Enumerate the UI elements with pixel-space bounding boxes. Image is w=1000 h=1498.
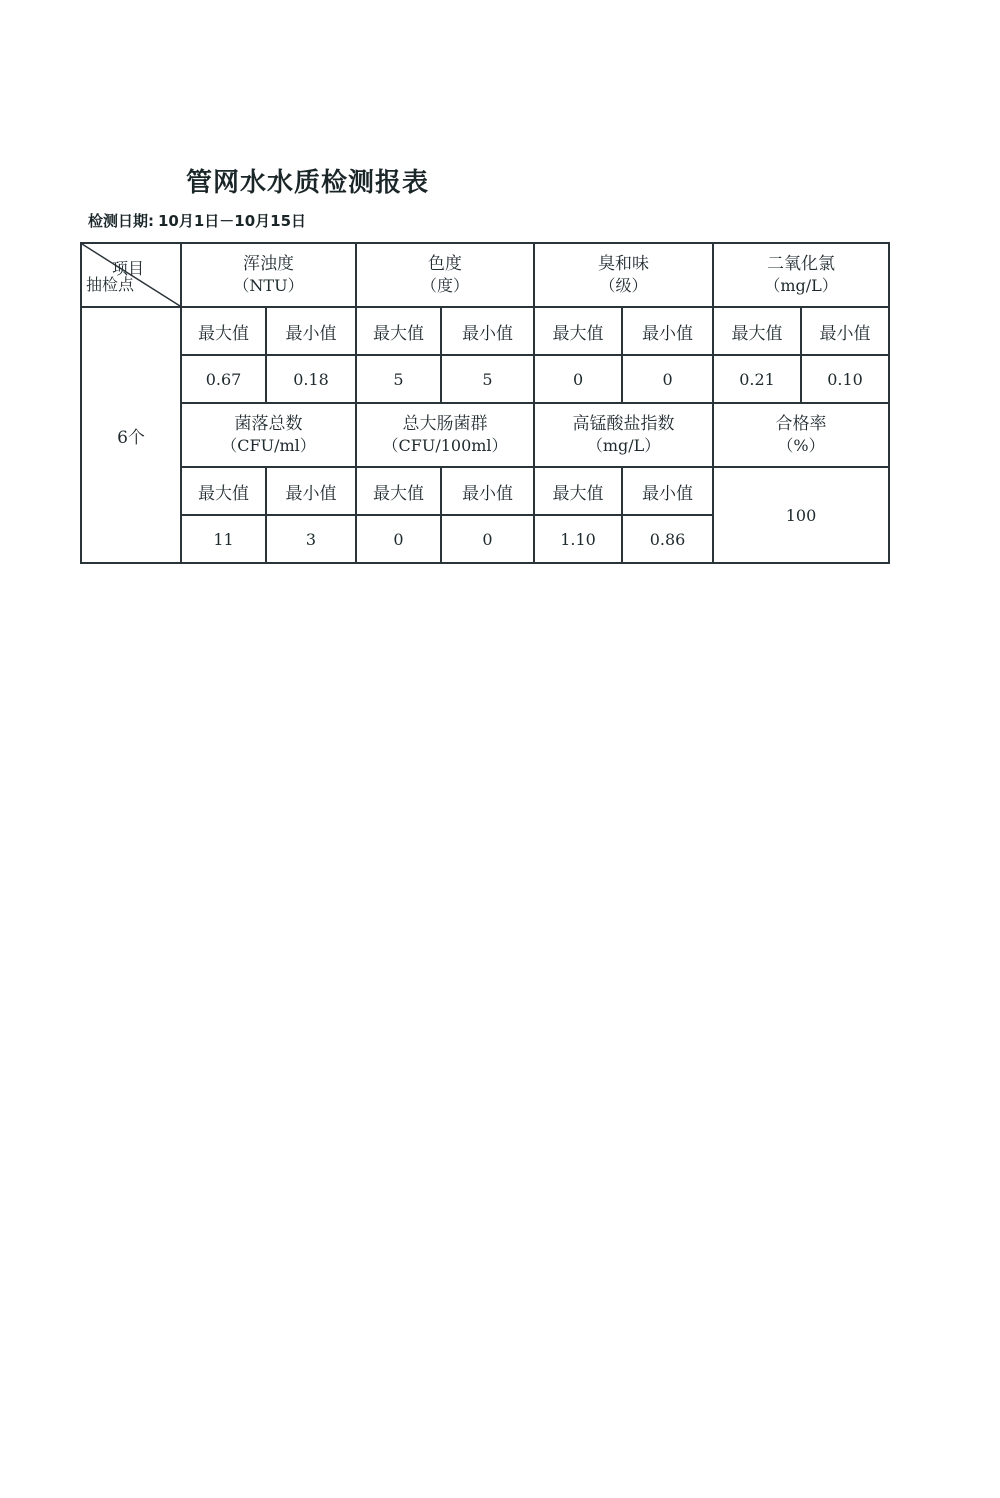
chlorine-dioxide-max: 0.21 xyxy=(713,355,801,403)
permanganate-index-min: 0.86 xyxy=(622,515,713,563)
header-pass-rate xyxy=(713,403,889,467)
header-name: 二氧化氯 xyxy=(767,254,836,274)
colony-count-max: 11 xyxy=(181,515,266,563)
header-odor xyxy=(534,243,713,307)
header-color xyxy=(356,243,534,307)
header-name: 色度 xyxy=(428,254,463,274)
header-name: 合格率 xyxy=(775,414,827,434)
header-colony-count xyxy=(181,403,356,467)
header-unit: （级） xyxy=(599,276,648,295)
min-label: 最小值 xyxy=(266,467,356,515)
corner-site-label: 抽检点 xyxy=(86,275,135,294)
header-permanganate-index xyxy=(534,403,713,467)
header-turbidity xyxy=(181,243,356,307)
min-label: 最小值 xyxy=(441,307,534,355)
chlorine-dioxide-min: 0.10 xyxy=(801,355,889,403)
max-label: 最大值 xyxy=(534,467,622,515)
header-unit: （度） xyxy=(421,276,470,295)
max-label: 最大值 xyxy=(181,467,266,515)
header-name: 总大肠菌群 xyxy=(402,414,488,434)
min-label: 最小值 xyxy=(441,467,534,515)
odor-max: 0 xyxy=(534,355,622,403)
min-label: 最小值 xyxy=(622,467,713,515)
report-title: 管网水水质检测报表 xyxy=(186,168,430,198)
header-unit: （CFU/ml） xyxy=(221,436,316,455)
header-unit: （mg/L） xyxy=(586,436,661,455)
date-value: 10月1日－10月15日 xyxy=(158,212,307,230)
odor-min: 0 xyxy=(622,355,713,403)
header-name: 菌落总数 xyxy=(234,414,303,434)
max-label: 最大值 xyxy=(181,307,266,355)
corner-item-label: 项目 xyxy=(111,259,144,278)
max-label: 最大值 xyxy=(713,307,801,355)
turbidity-min: 0.18 xyxy=(266,355,356,403)
header-total-coliforms xyxy=(356,403,534,467)
header-unit: （%） xyxy=(777,436,825,455)
min-label: 最小值 xyxy=(622,307,713,355)
color-min: 5 xyxy=(441,355,534,403)
max-label: 最大值 xyxy=(356,467,441,515)
turbidity-max: 0.67 xyxy=(181,355,266,403)
pass-rate-value: 100 xyxy=(713,467,889,563)
total-coliforms-max: 0 xyxy=(356,515,441,563)
total-coliforms-min: 0 xyxy=(441,515,534,563)
header-unit: （mg/L） xyxy=(764,276,838,295)
color-max: 5 xyxy=(356,355,441,403)
max-label: 最大值 xyxy=(356,307,441,355)
colony-count-min: 3 xyxy=(266,515,356,563)
site-count: 6个 xyxy=(81,307,181,563)
water-quality-table xyxy=(80,242,890,564)
inspection-date xyxy=(88,210,306,231)
header-chlorine-dioxide xyxy=(713,243,889,307)
date-label: 检测日期: xyxy=(88,212,154,230)
header-name: 高锰酸盐指数 xyxy=(572,414,675,434)
min-label: 最小值 xyxy=(801,307,889,355)
max-label: 最大值 xyxy=(534,307,622,355)
header-name: 浑浊度 xyxy=(243,254,294,274)
min-label: 最小值 xyxy=(266,307,356,355)
corner-header xyxy=(81,243,181,307)
header-name: 臭和味 xyxy=(598,254,650,274)
permanganate-index-max: 1.10 xyxy=(534,515,622,563)
header-unit: （NTU） xyxy=(233,276,304,295)
header-unit: （CFU/100ml） xyxy=(382,436,508,455)
